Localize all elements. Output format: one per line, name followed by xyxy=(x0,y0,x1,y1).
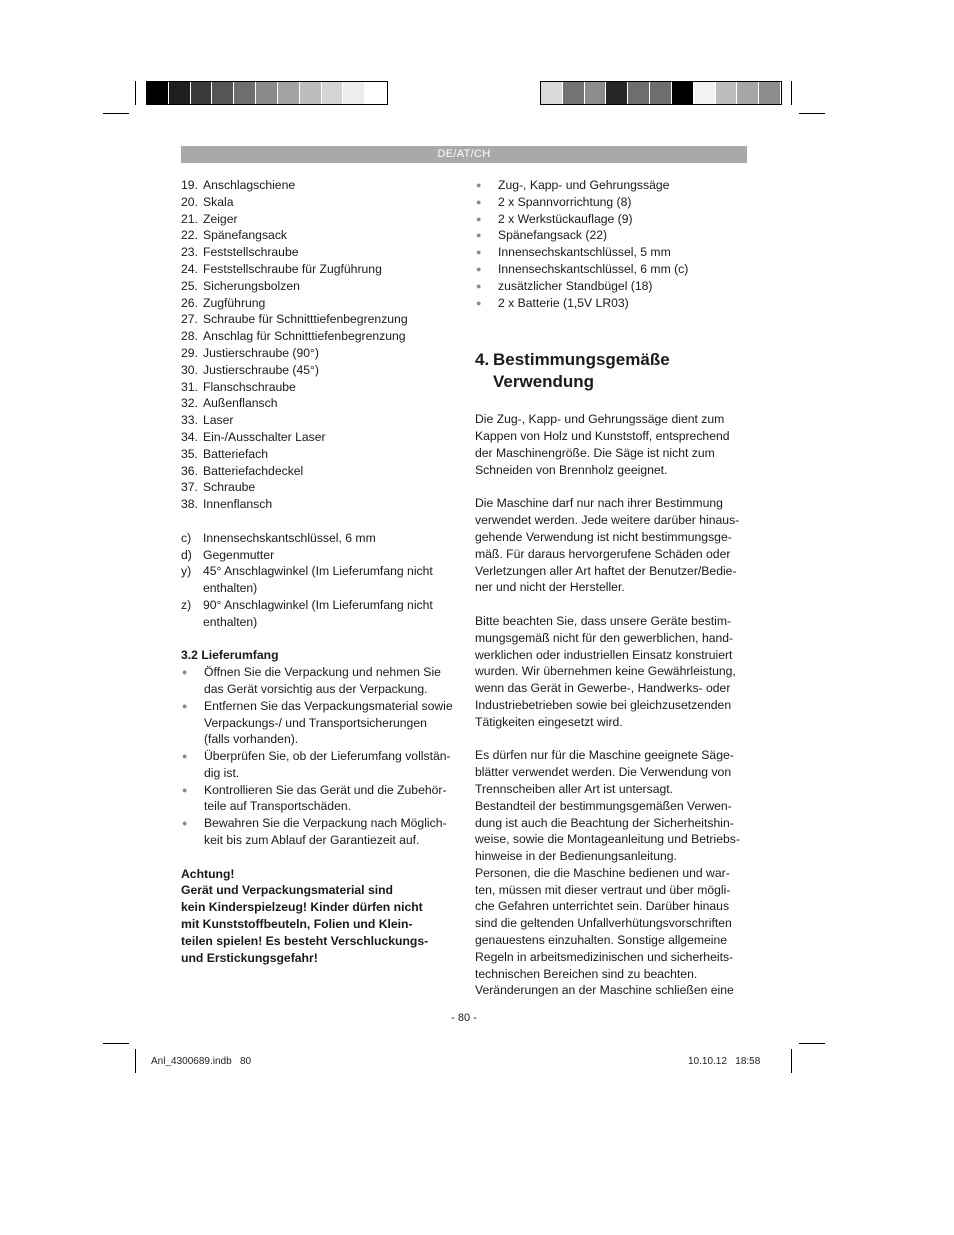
item-label: Ein-/Ausschalter Laser xyxy=(203,429,326,444)
item-label: Innenflansch xyxy=(203,497,273,512)
page-number: - 80 - xyxy=(451,1012,477,1024)
list-item xyxy=(181,328,461,345)
item-label: Justierschraube (90°) xyxy=(203,345,319,360)
accessory-list xyxy=(181,530,461,631)
list-item xyxy=(181,211,461,228)
bullet-icon: ● xyxy=(476,196,482,207)
warning-text: Achtung! Gerät und Verpackungsmaterial sind kein Kinderspielzeug! Kinder dürfen nicht mit Kunststoffbeuteln, Folien und Klein- teilen spielen! Es besteht Verschluckungs- und Erstickungsgefahr! xyxy=(181,866,429,965)
list-item xyxy=(181,278,461,295)
right-column xyxy=(475,177,755,999)
color-swatch xyxy=(278,82,300,104)
item-number: 38. xyxy=(181,497,198,512)
bullet-text: Überprüfen Sie, ob der Lieferumfang vollstän- dig ist. xyxy=(204,749,451,780)
bullet-text: Entfernen Sie das Verpackungsmaterial sowie Verpackungs-/ und Transportsicherungen (falls vorhanden). xyxy=(204,698,453,747)
color-swatch xyxy=(650,82,672,104)
bullet-text: zusätzlicher Standbügel (18) xyxy=(498,278,653,293)
color-swatch xyxy=(694,82,716,104)
item-number: 21. xyxy=(181,211,198,226)
list-item xyxy=(181,261,461,278)
color-swatch xyxy=(737,82,759,104)
bullet-icon: ● xyxy=(182,818,188,829)
item-letter: y) xyxy=(181,564,192,579)
item-label: Justierschraube (45°) xyxy=(203,362,319,377)
color-swatch xyxy=(672,82,694,104)
crop-mark xyxy=(791,1049,792,1073)
bullet-text: 2 x Werkstückauflage (9) xyxy=(498,211,633,226)
crop-mark xyxy=(103,113,129,114)
list-item xyxy=(181,496,461,513)
bullet-icon: ● xyxy=(182,784,188,795)
crop-mark xyxy=(799,113,825,114)
color-swatch xyxy=(169,82,191,104)
item-number: 28. xyxy=(181,329,198,344)
item-number: 27. xyxy=(181,312,198,327)
crop-mark xyxy=(799,1043,825,1044)
bullet-icon: ● xyxy=(182,667,188,678)
color-swatch xyxy=(365,82,387,104)
bullet-text: 2 x Spannvorrichtung (8) xyxy=(498,194,632,209)
color-swatch xyxy=(585,82,607,104)
bullet-item xyxy=(475,278,755,295)
bullet-item xyxy=(475,194,755,211)
item-number: 33. xyxy=(181,413,198,428)
bullet-icon: ● xyxy=(476,247,482,258)
item-label: Spänefangsack xyxy=(203,228,288,243)
item-label: Zugführung xyxy=(203,295,266,310)
color-swatch xyxy=(300,82,322,104)
list-item xyxy=(181,463,461,480)
item-letter: z) xyxy=(181,597,192,612)
color-swatch-bar-left xyxy=(146,81,388,105)
footer-date: 10.10.12 18:58 xyxy=(688,1056,761,1067)
color-swatch xyxy=(147,82,169,104)
color-swatch xyxy=(212,82,234,104)
bullet-text: Zug-, Kapp- und Gehrungssäge xyxy=(498,178,670,192)
item-number: 30. xyxy=(181,362,198,377)
list-item xyxy=(181,194,461,211)
item-number: 34. xyxy=(181,429,198,444)
item-label: Gegenmutter xyxy=(203,547,275,562)
crop-mark xyxy=(103,1043,129,1044)
list-item xyxy=(181,295,461,312)
item-label: Schraube für Schnitttiefenbegrenzung xyxy=(203,312,408,327)
bullet-icon: ● xyxy=(182,751,188,762)
item-label: 45° Anschlagwinkel (Im Lieferumfang nicht enthalten) xyxy=(203,564,433,596)
item-number: 19. xyxy=(181,178,198,192)
bullet-text: Innensechskantschlüssel, 5 mm xyxy=(498,245,671,260)
bullet-icon: ● xyxy=(476,263,482,274)
item-number: 22. xyxy=(181,228,198,243)
list-item xyxy=(181,227,461,244)
bullet-item xyxy=(475,211,755,228)
list-item xyxy=(181,311,461,328)
delivery-bullets xyxy=(181,664,461,849)
color-swatch-bar-right xyxy=(540,81,782,105)
item-number: 32. xyxy=(181,396,198,411)
bullet-icon: ● xyxy=(476,230,482,241)
item-label: Laser xyxy=(203,413,234,428)
list-item xyxy=(181,412,461,429)
item-label: Feststellschraube xyxy=(203,245,299,260)
item-label: Flanschschraube xyxy=(203,379,296,394)
left-column xyxy=(181,177,461,966)
crop-mark xyxy=(135,1049,136,1073)
paragraph: Bitte beachten Sie, dass unsere Geräte bestim- mungsgemäß nicht für den gewerblichen, hand- werklichen oder industriellen Einsatz konstruiert wurden. Wir übernehmen keine Gewährleistung, wenn das Gerät in Gewerbe-, Handwerks- oder Industriebetrieben sowie bei gleichzusetzenden Tätigkeiten eingesetzt wird. xyxy=(475,613,736,729)
color-swatch xyxy=(759,82,781,104)
bullet-item xyxy=(181,782,461,816)
bullet-item xyxy=(475,261,755,278)
color-swatch xyxy=(322,82,344,104)
item-label: Batteriefach xyxy=(203,446,269,461)
bullet-item xyxy=(181,815,461,849)
color-swatch xyxy=(716,82,738,104)
item-number: 24. xyxy=(181,261,198,276)
bullet-icon: ● xyxy=(182,700,188,711)
item-label: Sicherungsbolzen xyxy=(203,278,300,293)
item-number: 31. xyxy=(181,379,198,394)
heading-number: 4. xyxy=(475,350,490,370)
color-swatch xyxy=(628,82,650,104)
bullet-item xyxy=(181,664,461,698)
bullet-text: 2 x Batterie (1,5V LR03) xyxy=(498,295,629,310)
color-swatch xyxy=(191,82,213,104)
item-label: Anschlag für Schnitttiefenbegrenzung xyxy=(203,329,406,344)
section-heading xyxy=(475,349,755,393)
paragraph: Die Zug-, Kapp- und Gehrungssäge dient zum Kappen von Holz und Kunststoff, entsprechend der Maschinengröße. Die Säge ist nicht zum Schneiden von Brennholz geeignet. xyxy=(475,412,730,477)
list-item xyxy=(181,177,461,194)
item-label: Schraube xyxy=(203,480,256,495)
item-number: 37. xyxy=(181,480,198,495)
color-swatch xyxy=(256,82,278,104)
item-letter: c) xyxy=(181,530,192,545)
item-label: 90° Anschlagwinkel (Im Lieferumfang nicht enthalten) xyxy=(203,597,433,629)
list-item xyxy=(181,379,461,396)
item-label: Batteriefachdeckel xyxy=(203,463,304,478)
color-swatch xyxy=(606,82,628,104)
list-item xyxy=(181,446,461,463)
bullet-text: Bewahren Sie die Verpackung nach Möglich- keit bis zum Ablauf der Garantiezeit auf. xyxy=(204,816,447,848)
list-item xyxy=(181,597,461,631)
bullet-item xyxy=(475,227,755,244)
item-label: Feststellschraube für Zugführung xyxy=(203,261,382,276)
list-item xyxy=(181,244,461,261)
item-label: Außenflansch xyxy=(203,396,278,411)
bullet-item xyxy=(181,748,461,782)
footer-file: Anl_4300689.indb 80 xyxy=(151,1056,252,1067)
bullet-icon: ● xyxy=(476,280,482,291)
bullet-icon: ● xyxy=(476,297,482,308)
scope-of-delivery-list xyxy=(475,177,755,311)
bullet-item xyxy=(181,698,461,748)
color-swatch xyxy=(234,82,256,104)
list-item xyxy=(181,563,461,597)
bullet-item xyxy=(475,244,755,261)
item-number: 26. xyxy=(181,295,198,310)
section-title: 3.2 Lieferumfang xyxy=(181,648,279,663)
bullet-text: Spänefangsack (22) xyxy=(498,228,608,243)
item-number: 35. xyxy=(181,446,198,461)
item-number: 23. xyxy=(181,245,198,260)
color-swatch xyxy=(563,82,585,104)
item-number: 36. xyxy=(181,463,198,478)
list-item xyxy=(181,530,461,547)
item-label: Skala xyxy=(203,194,234,209)
crop-mark xyxy=(135,81,136,105)
region-header: DE/AT/CH xyxy=(181,146,747,163)
bullet-text: Kontrollieren Sie das Gerät und die Zubehör- teile auf Transportschäden. xyxy=(204,782,447,814)
bullet-icon: ● xyxy=(476,213,482,224)
item-letter: d) xyxy=(181,547,192,562)
item-number: 29. xyxy=(181,345,198,360)
bullet-item xyxy=(475,295,755,312)
bullet-text: Innensechskantschlüssel, 6 mm (c) xyxy=(498,261,689,276)
item-label: Anschlagschiene xyxy=(203,178,296,192)
parts-list xyxy=(181,177,461,513)
item-number: 20. xyxy=(181,194,198,209)
bullet-icon: ● xyxy=(476,180,482,190)
item-number: 25. xyxy=(181,278,198,293)
heading-text: Bestimmungsgemäße Verwendung xyxy=(493,350,670,392)
bullet-text: Öffnen Sie die Verpackung und nehmen Sie das Gerät vorsichtig aus der Verpackung. xyxy=(204,665,441,696)
list-item xyxy=(181,479,461,496)
list-item xyxy=(181,395,461,412)
item-label: Innensechskantschlüssel, 6 mm xyxy=(203,530,376,545)
list-item xyxy=(181,345,461,362)
paragraph: Es dürfen nur für die Maschine geeignete Säge- blätter verwendet werden. Die Verwendung von Trennscheiben aller Art ist untersagt. Bestandteil der bestimmungsgemäßen Verwen- dung ist auch die Beachtung der Sicherheitshin- weise, sowie die Montageanleitung und Betriebs- hinweise in der Bedienungsanleitung. Personen, die die Maschine bedienen und war- ten, müssen mit dieser vertraut und über mögli- che Gefahren unterrichtet sein. Darüber hinaus sind die geltenden Unfallverhütungsvorschriften genauestens einzuhalten. Sonstige allgemeine Regeln in arbeitsmedizinischen und sicherheits- technischen Bereichen sind zu beachten. Veränderungen an der Maschine schließen eine xyxy=(475,748,740,998)
color-swatch xyxy=(343,82,365,104)
item-label: Zeiger xyxy=(203,211,238,226)
paragraph: Die Maschine darf nur nach ihrer Bestimmung verwendet werden. Jede weitere darüber hinaus- gehende Verwendung ist nicht bestimmungsge- mäß. Für daraus hervorgerufene Schäden oder Verletzungen aller Art haftet der Benutzer/Bedie- ner und nicht der Hersteller. xyxy=(475,496,740,595)
color-swatch xyxy=(541,82,563,104)
list-item xyxy=(181,429,461,446)
list-item xyxy=(181,362,461,379)
list-item xyxy=(181,547,461,564)
bullet-item xyxy=(475,177,755,194)
crop-mark xyxy=(791,81,792,105)
